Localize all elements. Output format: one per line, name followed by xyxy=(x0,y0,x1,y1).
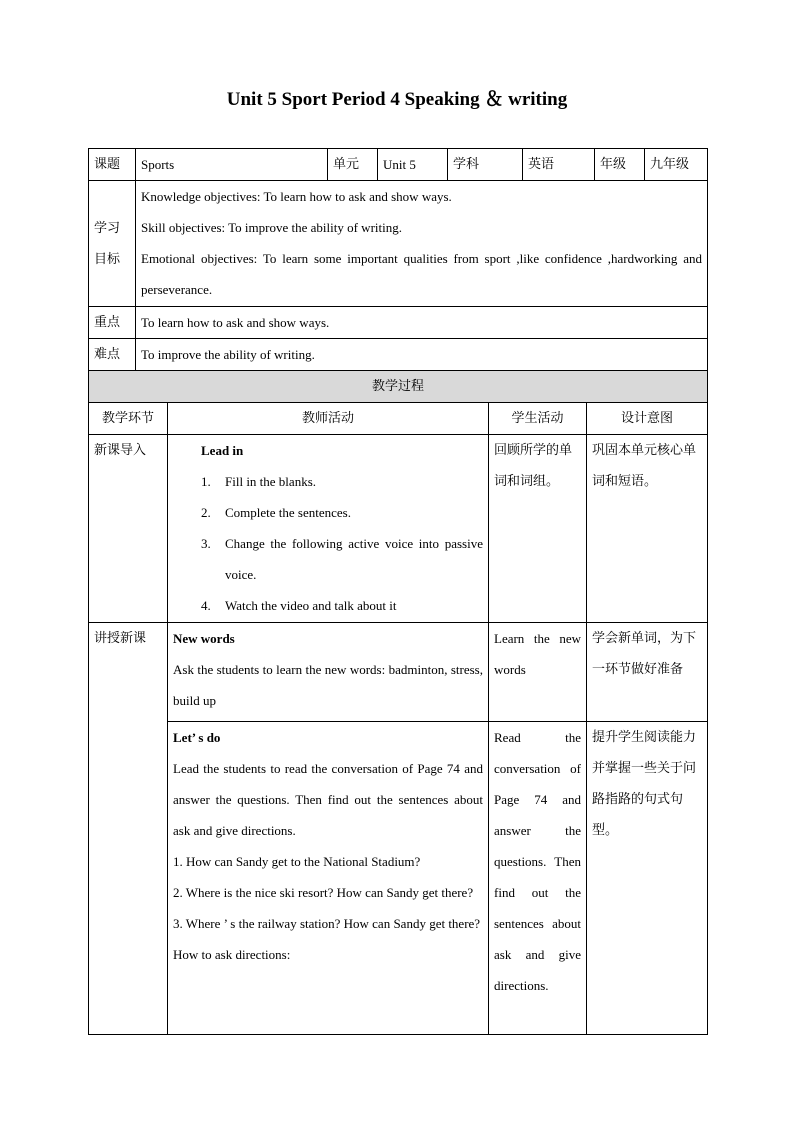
list-item: 4. Watch the video and talk about it xyxy=(201,598,397,613)
goal-skill: Skill objectives: To improve the ability of writing. xyxy=(141,220,402,235)
teacher-lead-in xyxy=(168,435,489,623)
grade-label: 年级 xyxy=(595,149,645,181)
lets-do-text: Lead the students to read the conversation of Page 74 and answer the questions. Then find out the sentences about ask and give directions. xyxy=(173,761,483,838)
unit-value: Unit 5 xyxy=(378,149,448,181)
lets-do-heading: Let’ s do xyxy=(173,730,221,745)
col-teacher-header: 教师活动 xyxy=(168,403,489,435)
topic-label: 课题 xyxy=(89,149,136,181)
process-table xyxy=(88,370,708,1035)
list-item: 2. Complete the sentences. xyxy=(201,505,351,520)
intent-lets-do: 提升学生阅读能力并掌握一些关于问路指路的句式句型。 xyxy=(587,722,708,1035)
list-item: 1. Fill in the blanks. xyxy=(201,474,316,489)
topic-value: Sports xyxy=(136,149,328,181)
grade-value: 九年级 xyxy=(645,149,708,181)
new-words-heading: New words xyxy=(173,631,235,646)
col-stage-header: 教学环节 xyxy=(89,403,168,435)
goal-knowledge: Knowledge objectives: To learn how to ask and show ways. xyxy=(141,189,452,204)
subject-label: 学科 xyxy=(448,149,523,181)
student-new-words: Learn the new words xyxy=(489,623,587,722)
lead-in-heading: Lead in xyxy=(201,443,244,458)
stage-new-lesson: 讲授新课 xyxy=(89,623,168,1035)
key-value: To learn how to ask and show ways. xyxy=(136,307,708,339)
goals-label-line-1: 学习 xyxy=(94,220,121,236)
info-table xyxy=(88,148,708,371)
question-3: 3. Where ’ s the railway station? How can Sandy get there? xyxy=(173,916,481,931)
goal-emotional: Emotional objectives: To learn some important qualities from sport ,like confidence ,hardworking and perseverance. xyxy=(141,251,702,297)
subject-value: 英语 xyxy=(523,149,595,181)
col-intent-header: 设计意图 xyxy=(587,403,708,435)
lets-do-tail: How to ask directions: xyxy=(173,947,291,962)
col-student-header: 学生活动 xyxy=(489,403,587,435)
goals-label xyxy=(89,181,136,307)
difficult-label: 难点 xyxy=(89,339,136,371)
question-1: 1. How can Sandy get to the National Stadium? xyxy=(173,854,421,869)
page-title: Unit 5 Sport Period 4 Speaking ＆ writing xyxy=(226,89,568,110)
question-2: 2. Where is the nice ski resort? How can Sandy get there? xyxy=(173,885,474,900)
process-header: 教学过程 xyxy=(89,371,708,403)
new-words-text: Ask the students to learn the new words: badminton, stress, build up xyxy=(173,662,483,708)
goals-content xyxy=(136,181,708,307)
teacher-lets-do xyxy=(168,722,489,1035)
teacher-new-words xyxy=(168,623,489,722)
intent-new-words: 学会新单词，为下一环节做好准备 xyxy=(587,623,708,722)
key-label: 重点 xyxy=(89,307,136,339)
student-lets-do: Read the conversation of Page 74 and answer the questions. Then find out the sentences about ask and give directions. xyxy=(489,722,587,1035)
list-item: 3. Change the following active voice into passive voice. xyxy=(201,536,483,582)
student-lead-in: 回顾所学的单词和词组。 xyxy=(489,435,587,623)
stage-lead-in: 新课导入 xyxy=(89,435,168,623)
goals-label-line-2: 目标 xyxy=(94,251,121,267)
intent-lead-in: 巩固本单元核心单词和短语。 xyxy=(587,435,708,623)
unit-label: 单元 xyxy=(328,149,378,181)
difficult-value: To improve the ability of writing. xyxy=(136,339,708,371)
